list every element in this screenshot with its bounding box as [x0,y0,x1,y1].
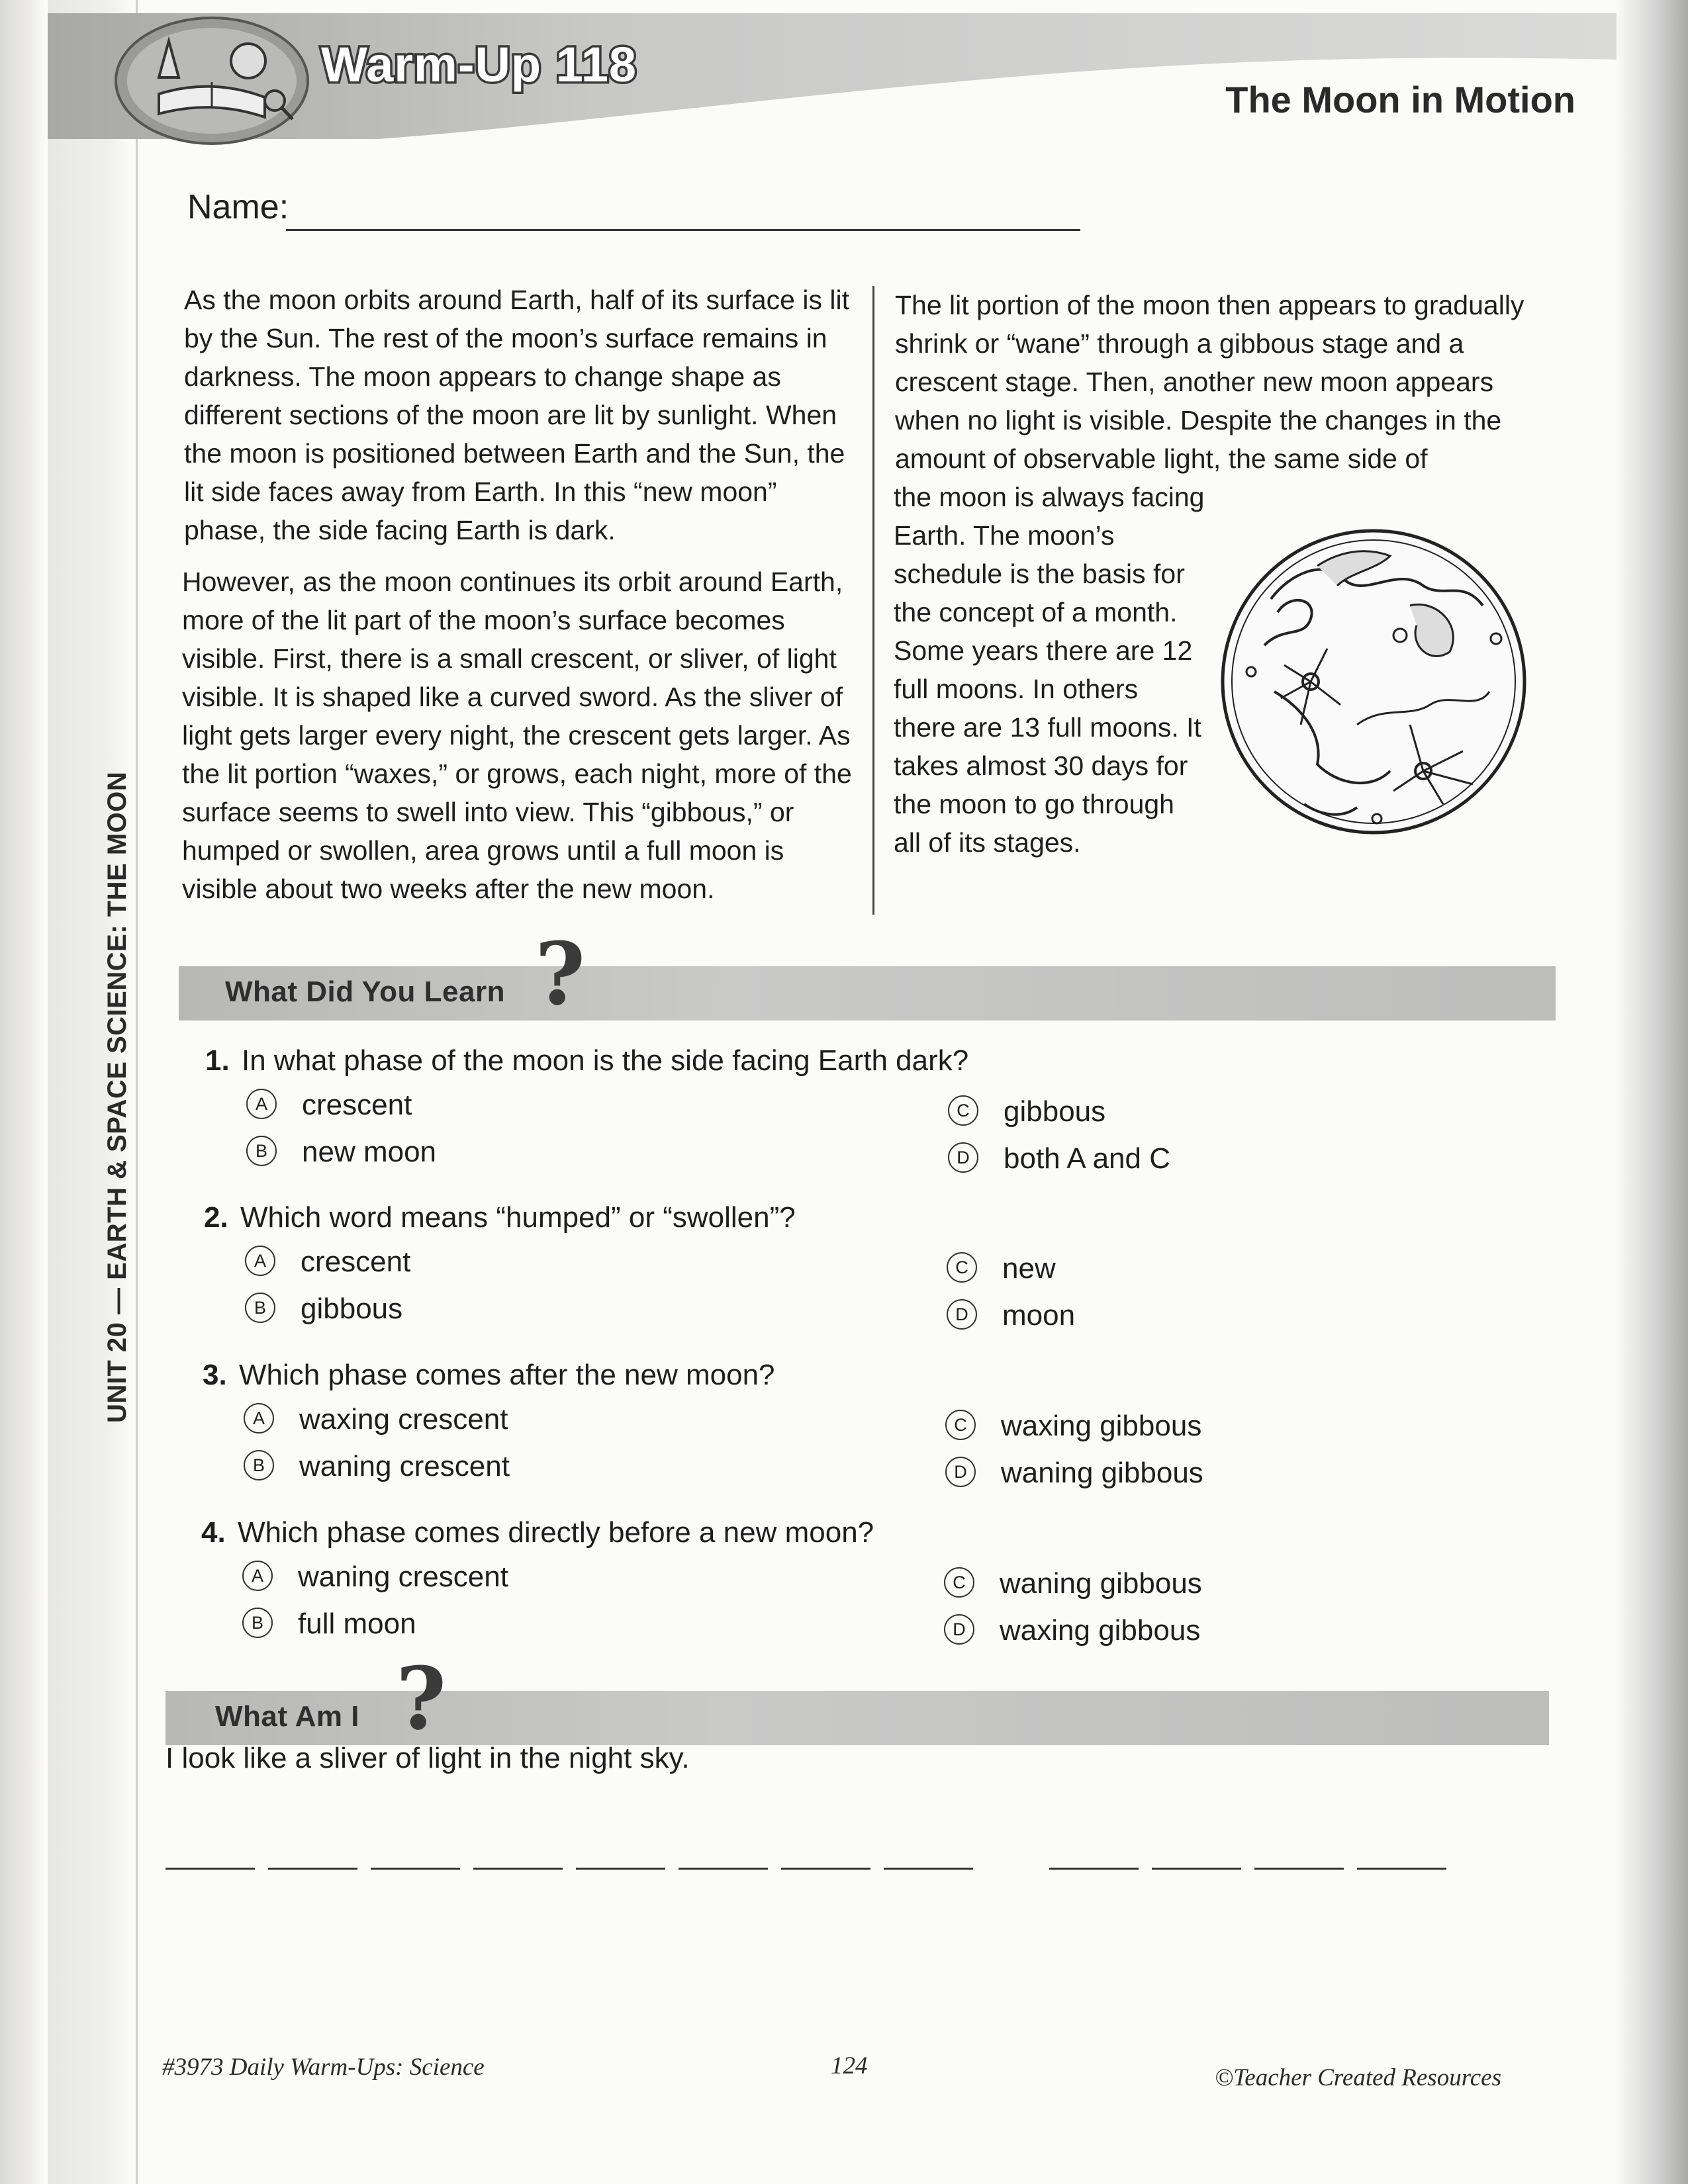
whatami-clue: I look like a sliver of light in the night sky. [165,1742,690,1774]
answer-bubble[interactable]: A [246,1089,277,1119]
q1-option-b[interactable] [246,1136,436,1169]
column-divider [872,286,874,915]
option-text: waning gibbous [1001,1457,1203,1489]
answer-blank[interactable] [165,1868,255,1870]
q1-option-a[interactable] [246,1089,412,1122]
answer-bubble[interactable]: B [244,1450,274,1480]
answer-bubble[interactable]: C [944,1567,974,1598]
question-text: Which phase comes directly before a new moon? [238,1516,874,1549]
q4-option-d[interactable] [944,1614,1200,1647]
q1-option-c[interactable] [948,1095,1105,1128]
q2-option-c[interactable] [947,1252,1056,1285]
answer-bubble[interactable]: A [242,1561,273,1591]
option-text: waxing crescent [299,1403,508,1435]
whatami-section-title: What Am I [215,1700,359,1733]
option-text: new [1002,1252,1056,1285]
answer-bubble[interactable]: C [947,1252,977,1283]
science-logo-icon [113,15,311,147]
answer-blank[interactable] [473,1868,563,1870]
option-text: moon [1002,1299,1076,1332]
answer-bubble[interactable]: D [947,1299,977,1330]
answer-bubble[interactable]: B [245,1293,275,1323]
question-number: 4. [201,1516,226,1549]
inner-rule [136,0,138,2184]
passage-paragraph-2: However, as the moon continues its orbit around Earth, more of the lit part of the moon’s surface becomes visible. First, there is a small crescent, or sliver, of light visible. It is shaped like a curved sword. As the sliver of light gets larger every night, the crescent gets larger. As the lit portion “waxes,” or grows, each night, more of the surface seems to swell into view. This “gibbous,” or humped or swollen, area grows until a full moon is visible about two weeks after the new moon. [182,567,852,904]
option-text: gibbous [301,1293,403,1325]
q4-option-c[interactable] [944,1567,1202,1600]
question-3 [203,1359,775,1392]
q2-option-a[interactable] [245,1246,410,1279]
q1-option-d[interactable] [948,1142,1170,1175]
q3-option-d[interactable] [945,1457,1203,1490]
passage-paragraph-1: As the moon orbits around Earth, half of its surface is lit by the Sun. The rest of the moon’s surface remains in darkness. The moon appears to change shape as different sections of the moon are lit by sunlight. When the moon is positioned between Earth and the Sun, the lit side faces away from Earth. In this “new moon” phase, the side facing Earth is dark. [184,285,849,545]
scan-left-edge [0,0,46,2184]
question-number: 1. [205,1044,230,1077]
answer-blank[interactable] [884,1868,973,1870]
answer-bubble[interactable]: B [246,1136,277,1166]
scan-right-edge [1615,0,1688,2184]
answer-blank[interactable] [371,1868,460,1870]
answer-bubble[interactable]: D [944,1614,974,1645]
name-field[interactable] [286,229,1080,231]
q2-option-b[interactable] [245,1293,402,1326]
footer-book-title: #3973 Daily Warm-Ups: Science [162,2054,485,2081]
unit-spine-label: UNIT 20 — EARTH & SPACE SCIENCE: THE MOON [103,771,132,1423]
option-text: waxing gibbous [1000,1614,1201,1647]
question-1 [205,1044,968,1077]
option-text: crescent [301,1246,411,1278]
question-text: Which word means “humped” or “swollen”? [240,1201,796,1234]
question-number: 2. [204,1201,228,1234]
option-text: waning crescent [299,1450,510,1482]
footer-publisher: ©Teacher Created Resources [1215,2064,1501,2091]
warmup-title: Warm-Up 118 [321,37,637,92]
answer-bubble[interactable]: C [945,1410,976,1440]
passage-paragraph-3: The lit portion of the moon then appears to gradually shrink or “wane” through a gibbous stage and a crescent stage. Then, another new moon appears when no light is visible. Despite the changes in the amount of observable light, the same side of [895,290,1524,474]
option-text: crescent [302,1089,412,1121]
full-moon-illustration [1211,506,1536,850]
page-number: 124 [831,2052,868,2079]
answer-blank[interactable] [268,1868,357,1870]
option-text: gibbous [1004,1095,1106,1128]
answer-blank[interactable] [576,1868,665,1870]
option-text: both A and C [1004,1142,1170,1175]
option-text: waxing gibbous [1001,1410,1202,1442]
answer-blank[interactable] [679,1868,768,1870]
name-label: Name: [187,188,289,226]
option-text: waning crescent [298,1561,508,1593]
question-mark-icon: ? [535,923,586,1024]
question-text: In what phase of the moon is the side facing Earth dark? [242,1044,969,1077]
passage-paragraph-3-continued: the moon is always facing Earth. The moon’s schedule is the basis for the concept of a month. Some years there are 12 full moons. In others there are 13 full moons. It takes almost 30 days for the moon to go through all of its stages. [894,482,1205,858]
q2-option-d[interactable] [947,1299,1075,1332]
q3-option-c[interactable] [945,1410,1201,1443]
answer-bubble[interactable]: C [948,1095,978,1126]
question-4 [201,1516,874,1549]
q4-option-a[interactable] [242,1561,508,1594]
answer-blank[interactable] [781,1868,870,1870]
answer-blank[interactable] [1254,1868,1344,1870]
answer-bubble[interactable]: D [945,1457,976,1487]
answer-bubble[interactable]: A [244,1403,274,1433]
question-2 [204,1201,796,1234]
answer-blank[interactable] [1357,1868,1446,1870]
topic-title: The Moon in Motion [1225,79,1575,120]
q4-option-b[interactable] [242,1608,416,1641]
question-text: Which phase comes after the new moon? [239,1359,775,1391]
question-mark-icon: ? [396,1648,447,1749]
answer-bubble[interactable]: D [948,1142,978,1173]
answer-blank[interactable] [1152,1868,1241,1870]
option-text: waning gibbous [1000,1567,1202,1600]
option-text: full moon [298,1608,416,1640]
answer-bubble[interactable]: A [245,1246,275,1276]
q3-option-b[interactable] [244,1450,510,1483]
question-number: 3. [203,1359,227,1391]
whatami-section-bar [165,1691,1549,1745]
q3-option-a[interactable] [244,1403,508,1436]
answer-bubble[interactable]: B [242,1608,273,1638]
answer-blank[interactable] [1049,1868,1139,1870]
option-text: new moon [302,1136,437,1168]
learn-section-title: What Did You Learn [225,976,505,1008]
